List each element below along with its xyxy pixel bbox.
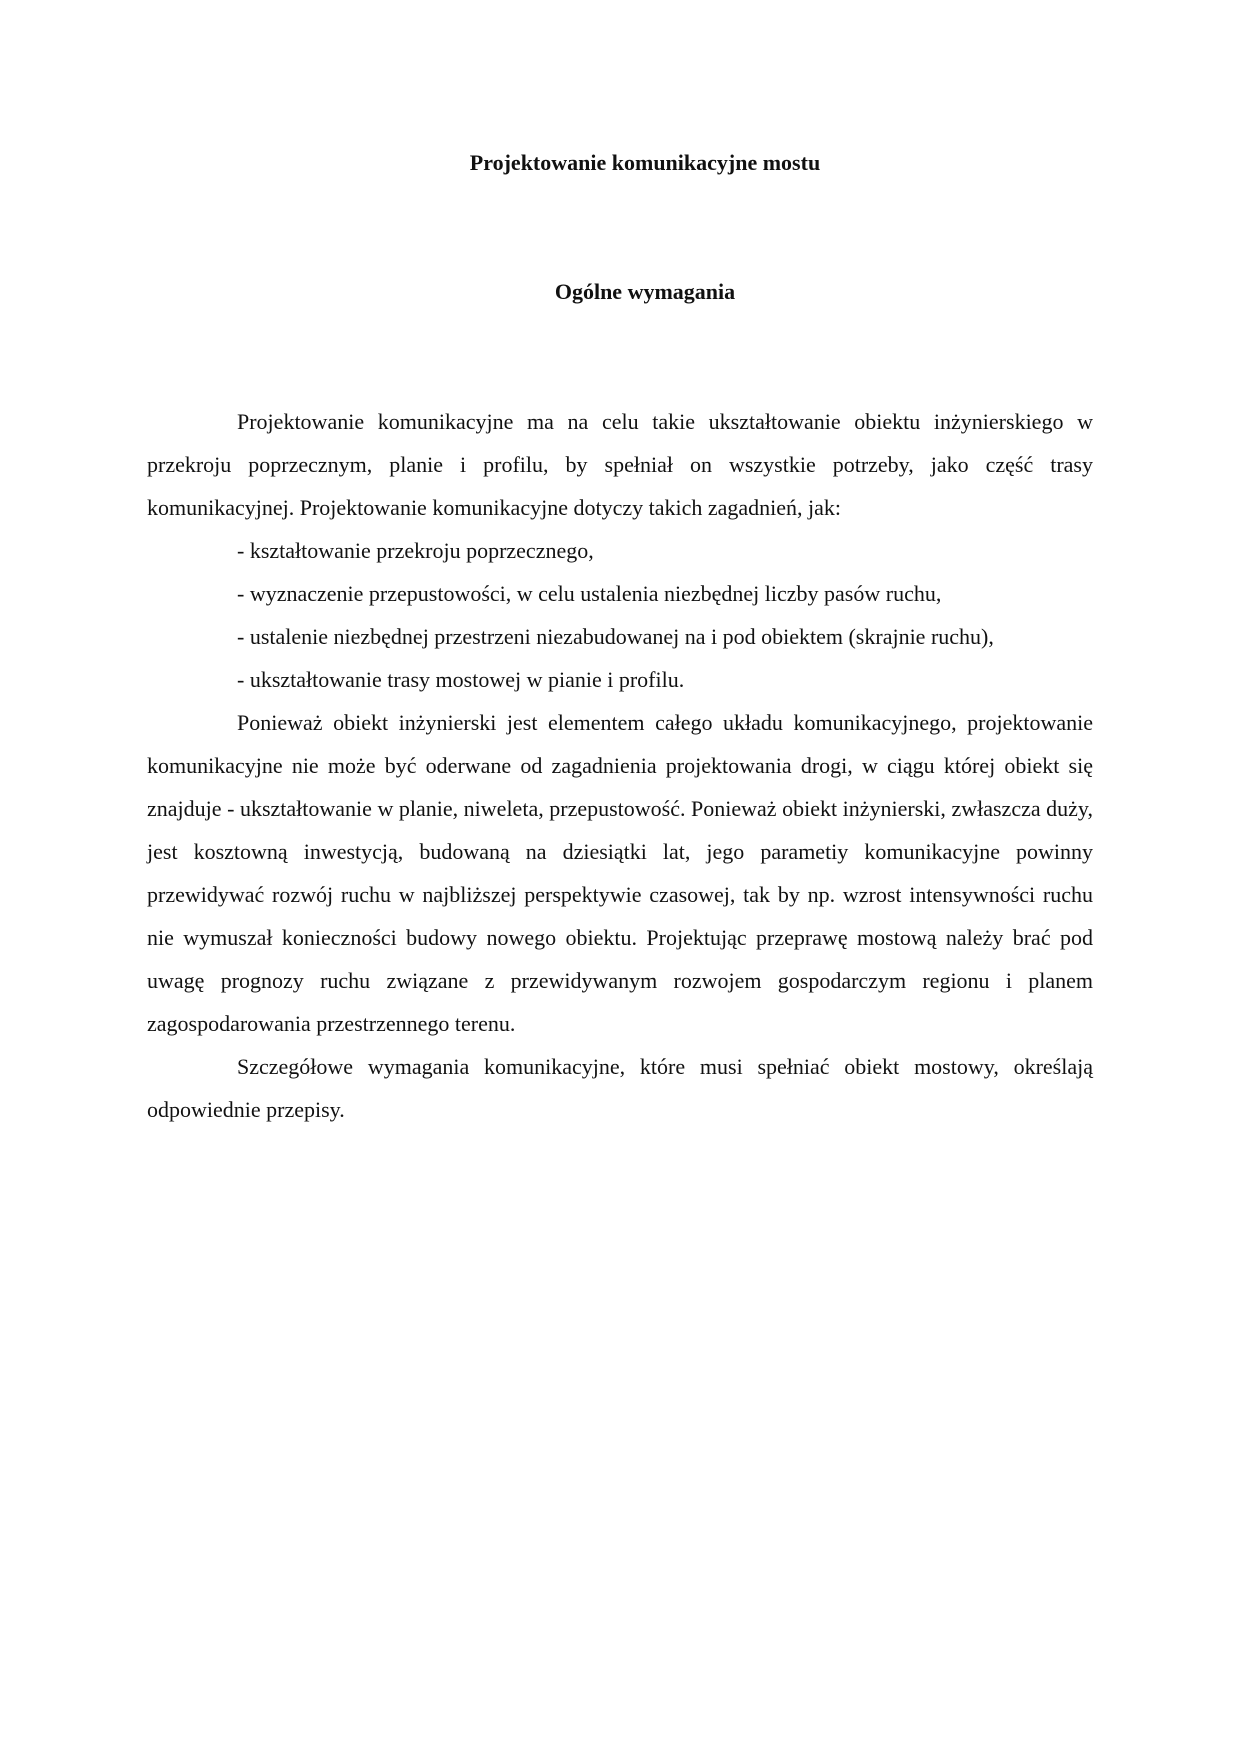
intro-paragraph: Projektowanie komunikacyjne ma na celu takie ukształtowanie obiektu inżynierskiego w przekroju poprzecznym, planie i profilu, by spełniał on wszystkie potrzeby, jako część trasy komunikacyjnej. Projektowanie komunikacyjne dotyczy takich zagadnień, jak: [147, 409, 1093, 520]
document-title: Projektowanie komunikacyjne mostu [469, 150, 821, 175]
list-item: - ustalenie niezbędnej przestrzeni niezabudowanej na i pod obiektem (skrajnie ruchu), [237, 624, 994, 649]
paragraph-3: Szczegółowe wymagania komunikacyjne, które musi spełniać obiekt mostowy, określają odpowiednie przepisy. [147, 1054, 1093, 1122]
document-body [147, 400, 1093, 1131]
list-item: - ukształtowanie trasy mostowej w pianie i profilu. [237, 667, 685, 692]
paragraph-2: Ponieważ obiekt inżynierski jest elementem całego układu komunikacyjnego, projektowanie komunikacyjne nie może być oderwane od zagadnienia projektowania drogi, w ciągu której obiekt się znajduje - ukształtowanie w planie, niweleta, przepustowość. Ponieważ obiekt inżynierski, zwłaszcza duży, jest kosztowną inwestycją, budowaną na dziesiątki lat, jego parametiy komunikacyjne powinny przewidywać rozwój ruchu w najbliższej perspektywie czasowej, tak by np. wzrost intensywności ruchu nie wymuszał konieczności budowy nowego obiektu. Projektując przeprawę mostową należy brać pod uwagę prognozy ruchu związane z przewidywanym rozwojem gospodarczym regionu i planem zagospodarowania przestrzennego terenu. [147, 710, 1093, 1036]
list-item: - kształtowanie przekroju poprzecznego, [237, 538, 594, 563]
list-item: - wyznaczenie przepustowości, w celu ustalenia niezbędnej liczby pasów ruchu, [237, 581, 942, 606]
section-heading: Ogólne wymagania [554, 279, 736, 304]
